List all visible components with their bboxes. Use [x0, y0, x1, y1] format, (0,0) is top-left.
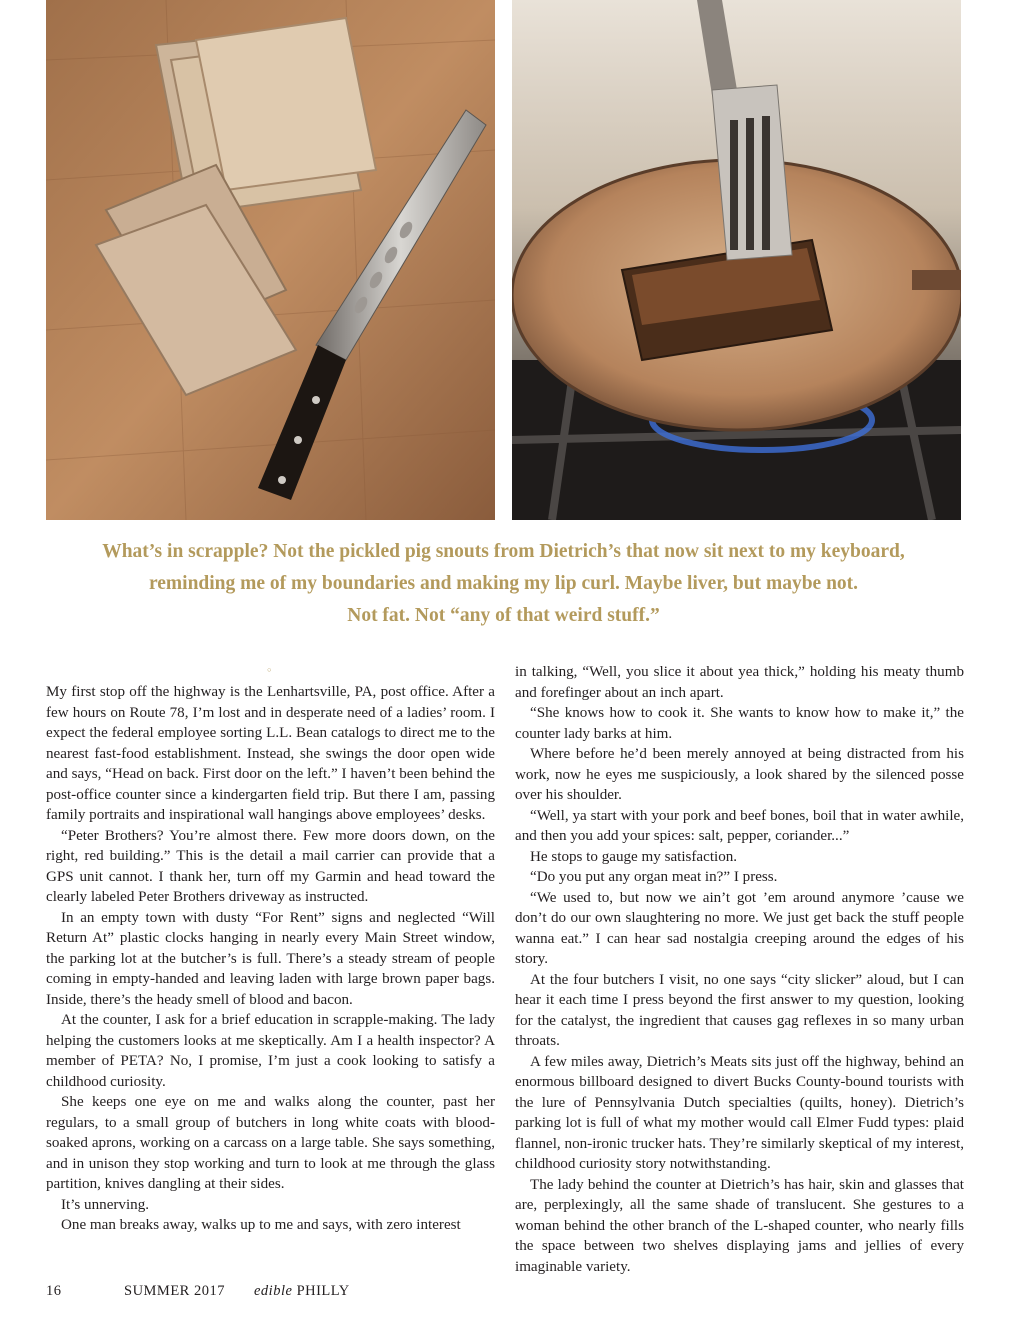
photo-scrapple-frying-pan	[512, 0, 961, 520]
paragraph: My first stop off the highway is the Lenhartsville, PA, post office. After a few hours on Route 78, I’m lost and in desperate need of a ladies’ room. I expect the federal employee sorting L.L. Bean catalogs to direct me to the nearest fast-food establishment. Instead, she swings the door open wide and says, “Head on back. First door on the left.” I haven’t been behind the post-office counter since a kindergarten field trip. But there I am, passing family portraits and inspirational wall hangings above employees’ desks.	[46, 684, 495, 823]
paragraph: He stops to gauge my satisfaction.	[530, 848, 738, 865]
paragraph: “Well, ya start with your pork and beef bones, boil that in water awhile, and then you add your spices: salt, pepper, coriander...”	[515, 807, 964, 844]
section-ornament-icon: ◦	[266, 664, 273, 677]
paragraph: At the counter, I ask for a brief education in scrapple-making. The lady helping the customers looks at me skeptically. Am I a health inspector? A member of PETA? No, I promise, I’m just a cook looking to satisfy a childhood curiosity.	[46, 1012, 495, 1090]
caption-line: Not fat. Not “any of that weird stuff.”	[347, 605, 660, 626]
paragraph: The lady behind the counter at Dietrich’s has hair, skin and glasses that are, perplexingly, all the same shade of translucent. She gestures to a woman behind the other branch of the L-shaped counter, who nearly fills the space between two shelves displaying jams and jellies of every imaginable variety.	[515, 1176, 964, 1275]
caption-line: What’s in scrapple? Not the pickled pig snouts from Dietrich’s that now sit next to my keyboard,	[102, 541, 905, 562]
photo-scrapple-frying-pan-image	[512, 0, 961, 520]
paragraph: A few miles away, Dietrich’s Meats sits just off the highway, behind an enormous billboard designed to divert Bucks County-bound tourists with the lure of Pennsylvania Dutch specialties (quilts, honey). Dietrich’s parking lot is full of what my mother would call Elmer Fudd types: plaid flannel, non-ironic trucker hats. They’re similarly skeptical of my interest, childhood curiosity story notwithstanding.	[515, 1053, 964, 1172]
magazine-name-italic: edible	[254, 1283, 293, 1299]
paragraph: Where before he’d been merely annoyed at being distracted from his work, now he eyes me suspiciously, a look shared by the silenced posse over his shoulder.	[515, 746, 964, 803]
paragraph: “We used to, but now we ain’t got ’em around anymore ’cause we don’t do our own slaughtering no more. We just get back the stuff people wanna eat.” I can hear sad nostalgia creeping around the edges of his story.	[515, 889, 964, 967]
paragraph: She keeps one eye on me and walks along the counter, past her regulars, to a small group of butchers in long white coats with blood-soaked aprons, working on a carcass on a large table. She says something, and in unison they stop working and turn to look at me through the glass partition, knives dangling at their sides.	[46, 1094, 495, 1192]
article-column-left	[46, 682, 495, 1236]
paragraph: “She knows how to cook it. She wants to know how to make it,” the counter lady barks at him.	[515, 705, 964, 742]
pull-quote-caption	[46, 536, 961, 632]
issue-label: SUMMER 2017	[124, 1283, 225, 1299]
photo-scrapple-slices-knife	[46, 0, 495, 520]
paragraph: “Do you put any organ meat in?” I press.	[530, 869, 778, 885]
paragraph: in talking, “Well, you slice it about yea thick,” holding his meaty thumb and forefinger about an inch apart.	[515, 664, 964, 701]
paragraph: “Peter Brothers? You’re almost there. Few more doors down, on the right, red building.” This is the detail a mail carrier can provide that a GPS unit cannot. I thank her, turn off my Garmin and head toward the clearly labeled Peter Brothers driveway as instructed.	[46, 827, 495, 905]
photo-scrapple-slices-knife-image	[46, 0, 495, 520]
paragraph: In an empty town with dusty “For Rent” signs and neglected “Will Return At” plastic clocks hanging in nearly every Main Street window, the parking lot at the butcher’s is full. There’s a steady stream of people coming in empty-handed and leaving laden with large brown paper bags. Inside, there’s the heady smell of blood and bacon.	[46, 909, 495, 1008]
paragraph: At the four butchers I visit, no one says “city slicker” aloud, but I can hear it each time I press beyond the first answer to my question, looking for the catalyst, the ingredient that causes gag reflexes in so many urban throats.	[515, 971, 964, 1049]
paragraph: One man breaks away, walks up to me and says, with zero interest	[61, 1217, 461, 1233]
magazine-name	[254, 1283, 350, 1300]
article-column-right	[515, 662, 964, 1277]
magazine-name-rest: PHILLY	[296, 1283, 350, 1299]
paragraph: It’s unnerving.	[61, 1196, 150, 1213]
page-number: 16	[46, 1283, 62, 1299]
caption-line: reminding me of my boundaries and making my lip curl. Maybe liver, but maybe not.	[148, 573, 859, 594]
